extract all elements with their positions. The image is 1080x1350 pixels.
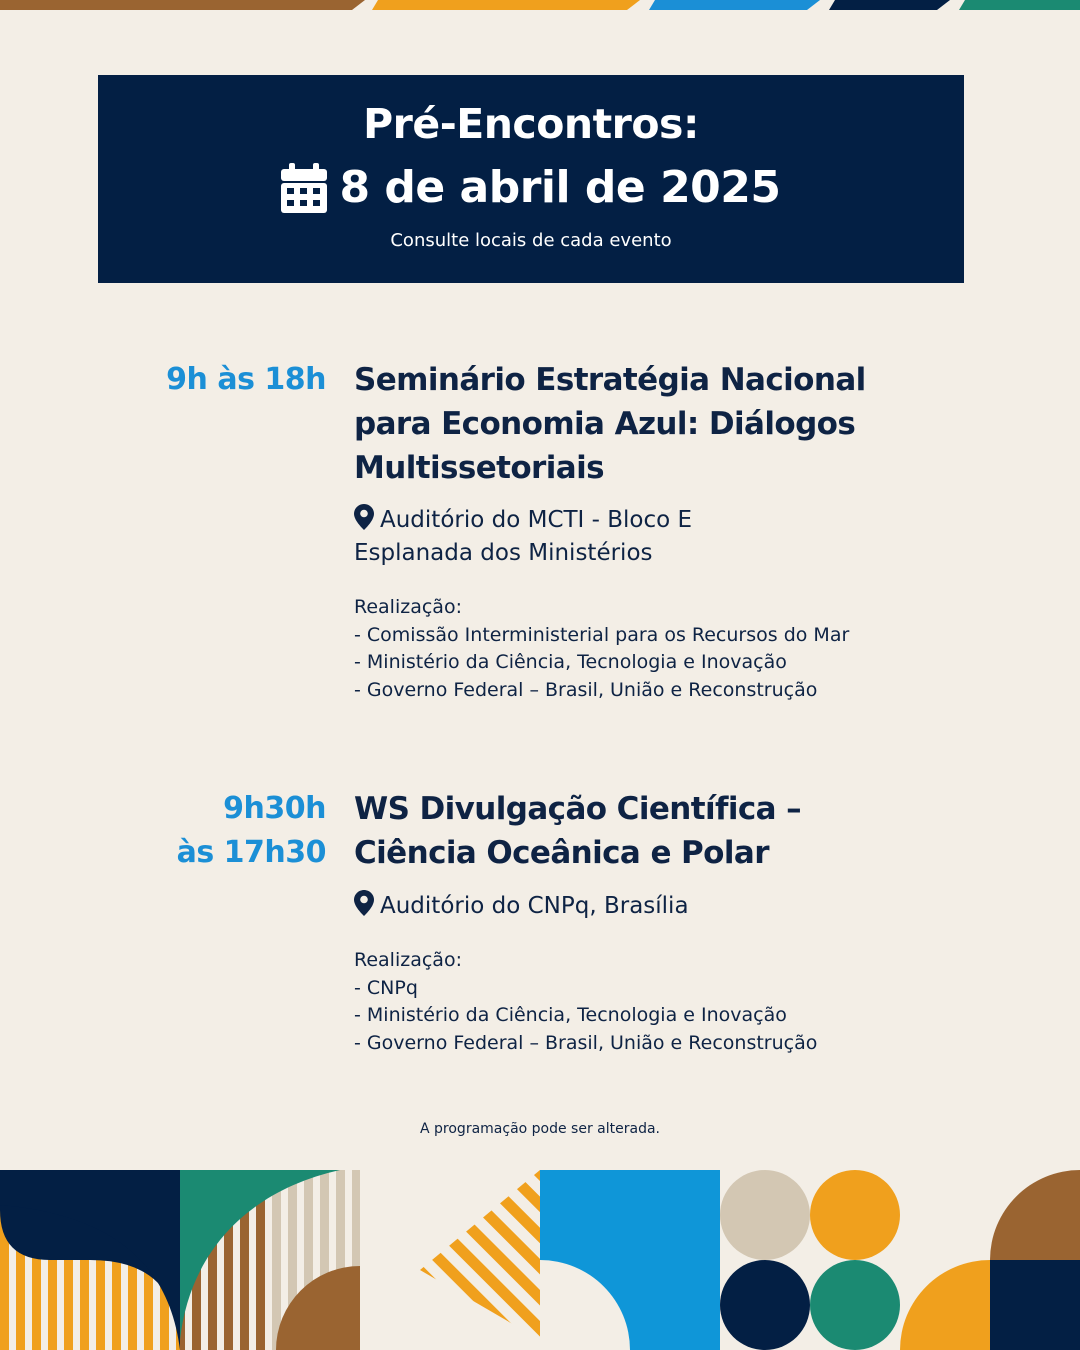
organizers-label: Realização: [354, 949, 462, 971]
header-title: Pré-Encontros: [363, 100, 699, 148]
map-pin-icon [354, 504, 374, 530]
event-2-location-line-1: Auditório do CNPq, Brasília [380, 893, 689, 919]
organizer-item: - CNPq [354, 976, 418, 999]
header-subtitle: Consulte locais de cada evento [390, 230, 672, 251]
organizer-item: - Governo Federal – Brasil, União e Reconstrução [354, 1031, 818, 1054]
event-2-location [354, 890, 689, 923]
organizer-item: - Ministério da Ciência, Tecnologia e Inovação [354, 651, 787, 673]
event-1-time: 9h às 18h [166, 362, 326, 397]
event-1-title: Seminário Estratégia Nacional para Economia Azul: Diálogos Multissetoriais [354, 362, 866, 486]
event-1-organizers [354, 594, 849, 704]
calendar-icon [281, 163, 327, 213]
map-pin-icon [354, 890, 374, 916]
header-date-row [98, 163, 964, 213]
organizer-item: - Comissão Interministerial para os Recursos do Mar [354, 623, 850, 646]
header-banner [98, 75, 964, 283]
organizer-item: - Governo Federal – Brasil, União e Reconstrução [354, 678, 818, 701]
event-1-location-line-1: Auditório do MCTI - Bloco E [380, 507, 693, 533]
event-1-location-line-2: Esplanada dos Ministérios [354, 540, 653, 566]
organizers-label: Realização: [354, 596, 462, 618]
event-date: 8 de abril de 2025 [339, 162, 781, 213]
event-2-organizers [354, 947, 817, 1057]
bottom-decorative-pattern [0, 1170, 1080, 1350]
event-2-time: 9h30h às 17h30 [176, 791, 326, 870]
organizer-item: - Ministério da Ciência, Tecnologia e Inovação [354, 1004, 787, 1026]
event-2-title: WS Divulgação Científica – Ciência Oceânica e Polar [354, 791, 802, 871]
footnote: A programação pode ser alterada. [420, 1121, 660, 1137]
event-1-location [354, 504, 692, 570]
top-decorative-stripes [0, 0, 1080, 10]
